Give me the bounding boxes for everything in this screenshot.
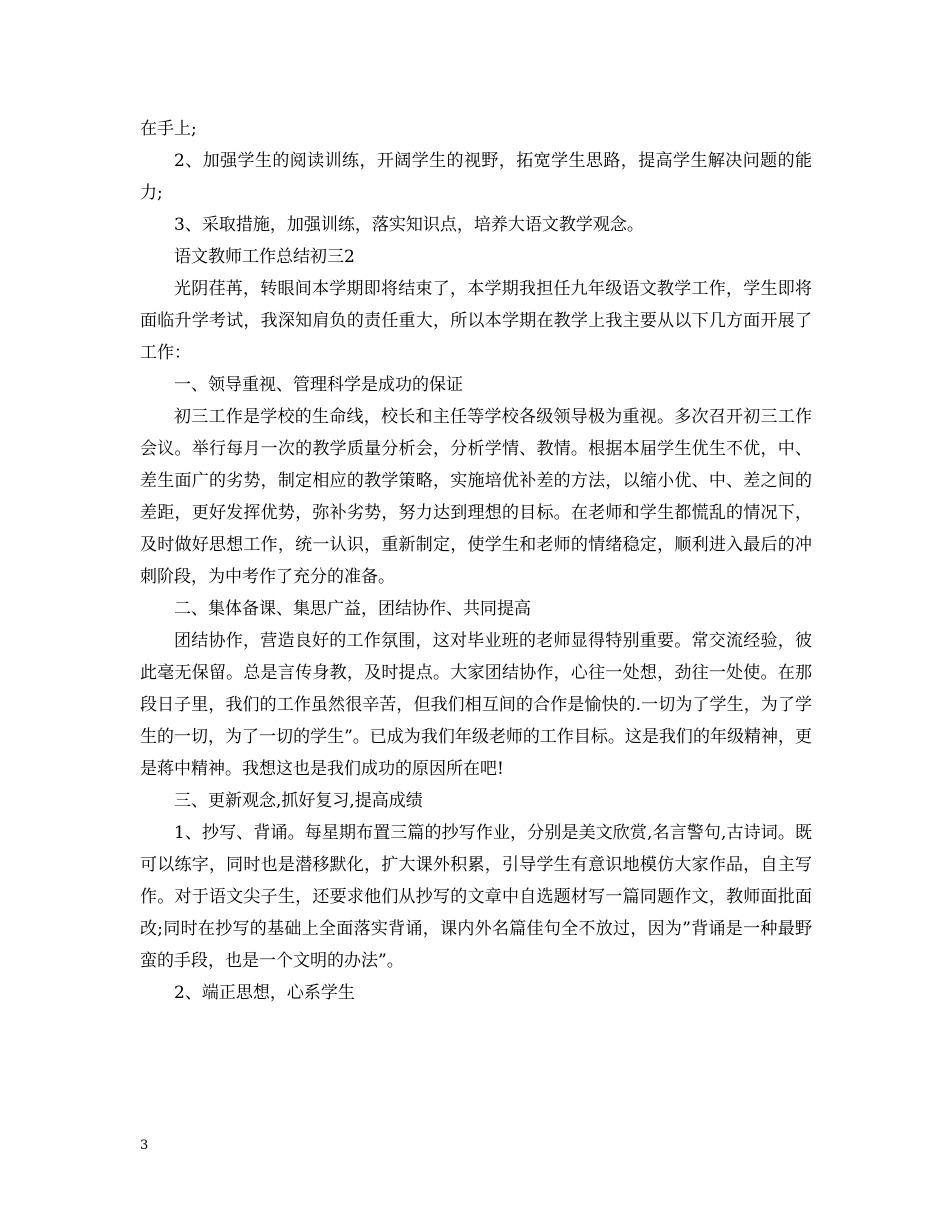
- paragraph-leadership: 初三工作是学校的生命线，校长和主任等学校各级领导极为重视。多次召开初三工作会议。举行每月一次的教学质量分析会，分析学情、教情。根据本届学生优生不优，中、差生面广的劣势，制定相应的教学策略，实施培优补差的方法，以缩小优、中、差之间的差距，更好发挥优势，弥补劣势，努力达到理想的目标。在老师和学生都慌乱的情况下，及时做好思想工作，统一认识，重新制定，使学生和老师的情绪稳定，顺利进入最后的冲刺阶段，为中考作了充分的准备。: [140, 407, 812, 587]
- paragraph-intro: 光阴荏苒，转眼间本学期即将结束了，本学期我担任九年级语文教学工作，学生即将面临升学考试，我深知肩负的责任重大，所以本学期在教学上我主要从以下几方面开展了工作：: [140, 279, 812, 363]
- paragraph-copy-recite: 1、抄写、背诵。每星期布置三篇的抄写作业，分别是美文欣赏,名言警句,古诗词。既可以练字，同时也是潜移默化，扩大课外积累，引导学生有意识地模仿大家作品，自主写作。对于语文尖子生，还要求他们从抄写的文章中自选题材写一篇同题作文，教师面批面改;同时在抄写的基础上全面落实背诵，课内外名篇佳句全不放过，因为”背诵是一种最野蛮的手段，也是一个文明的办法”。: [140, 823, 812, 971]
- page-number: 3: [140, 1138, 149, 1153]
- paragraph-correct-thinking: 2、端正思想，心系学生: [174, 983, 355, 1003]
- heading-collective-lesson-prep: 二、集体备课、集思广益，团结协作、共同提高: [174, 599, 531, 619]
- heading-leadership: 一、领导重视、管理科学是成功的保证: [174, 375, 463, 395]
- paragraph-teamwork: 团结协作，营造良好的工作氛围，这对毕业班的老师显得特别重要。常交流经验，彼此毫无保留。总是言传身教，及时提点。大家团结协作，心往一处想，劲往一处使。在那段日子里，我们的工作虽然很辛苦，但我们相互间的合作是愉快的.一切为了学生，为了学生的一切，为了一切的学生”。已成为我们年级老师的工作目标。这是我们的年级精神，更是蒋中精神。我想这也是我们成功的原因所在吧!: [140, 631, 812, 779]
- document-body: [140, 113, 812, 1009]
- paragraph-reading-training: 2、加强学生的阅读训练，开阔学生的视野，拓宽学生思路，提高学生解决问题的能力;: [140, 151, 812, 203]
- paragraph-continuation: 在手上;: [140, 119, 197, 139]
- heading-update-concepts: 三、更新观念,抓好复习,提高成绩: [174, 791, 423, 811]
- paragraph-measures: 3、采取措施，加强训练，落实知识点，培养大语文教学观念。: [174, 215, 644, 235]
- section-title: 语文教师工作总结初三2: [174, 247, 355, 267]
